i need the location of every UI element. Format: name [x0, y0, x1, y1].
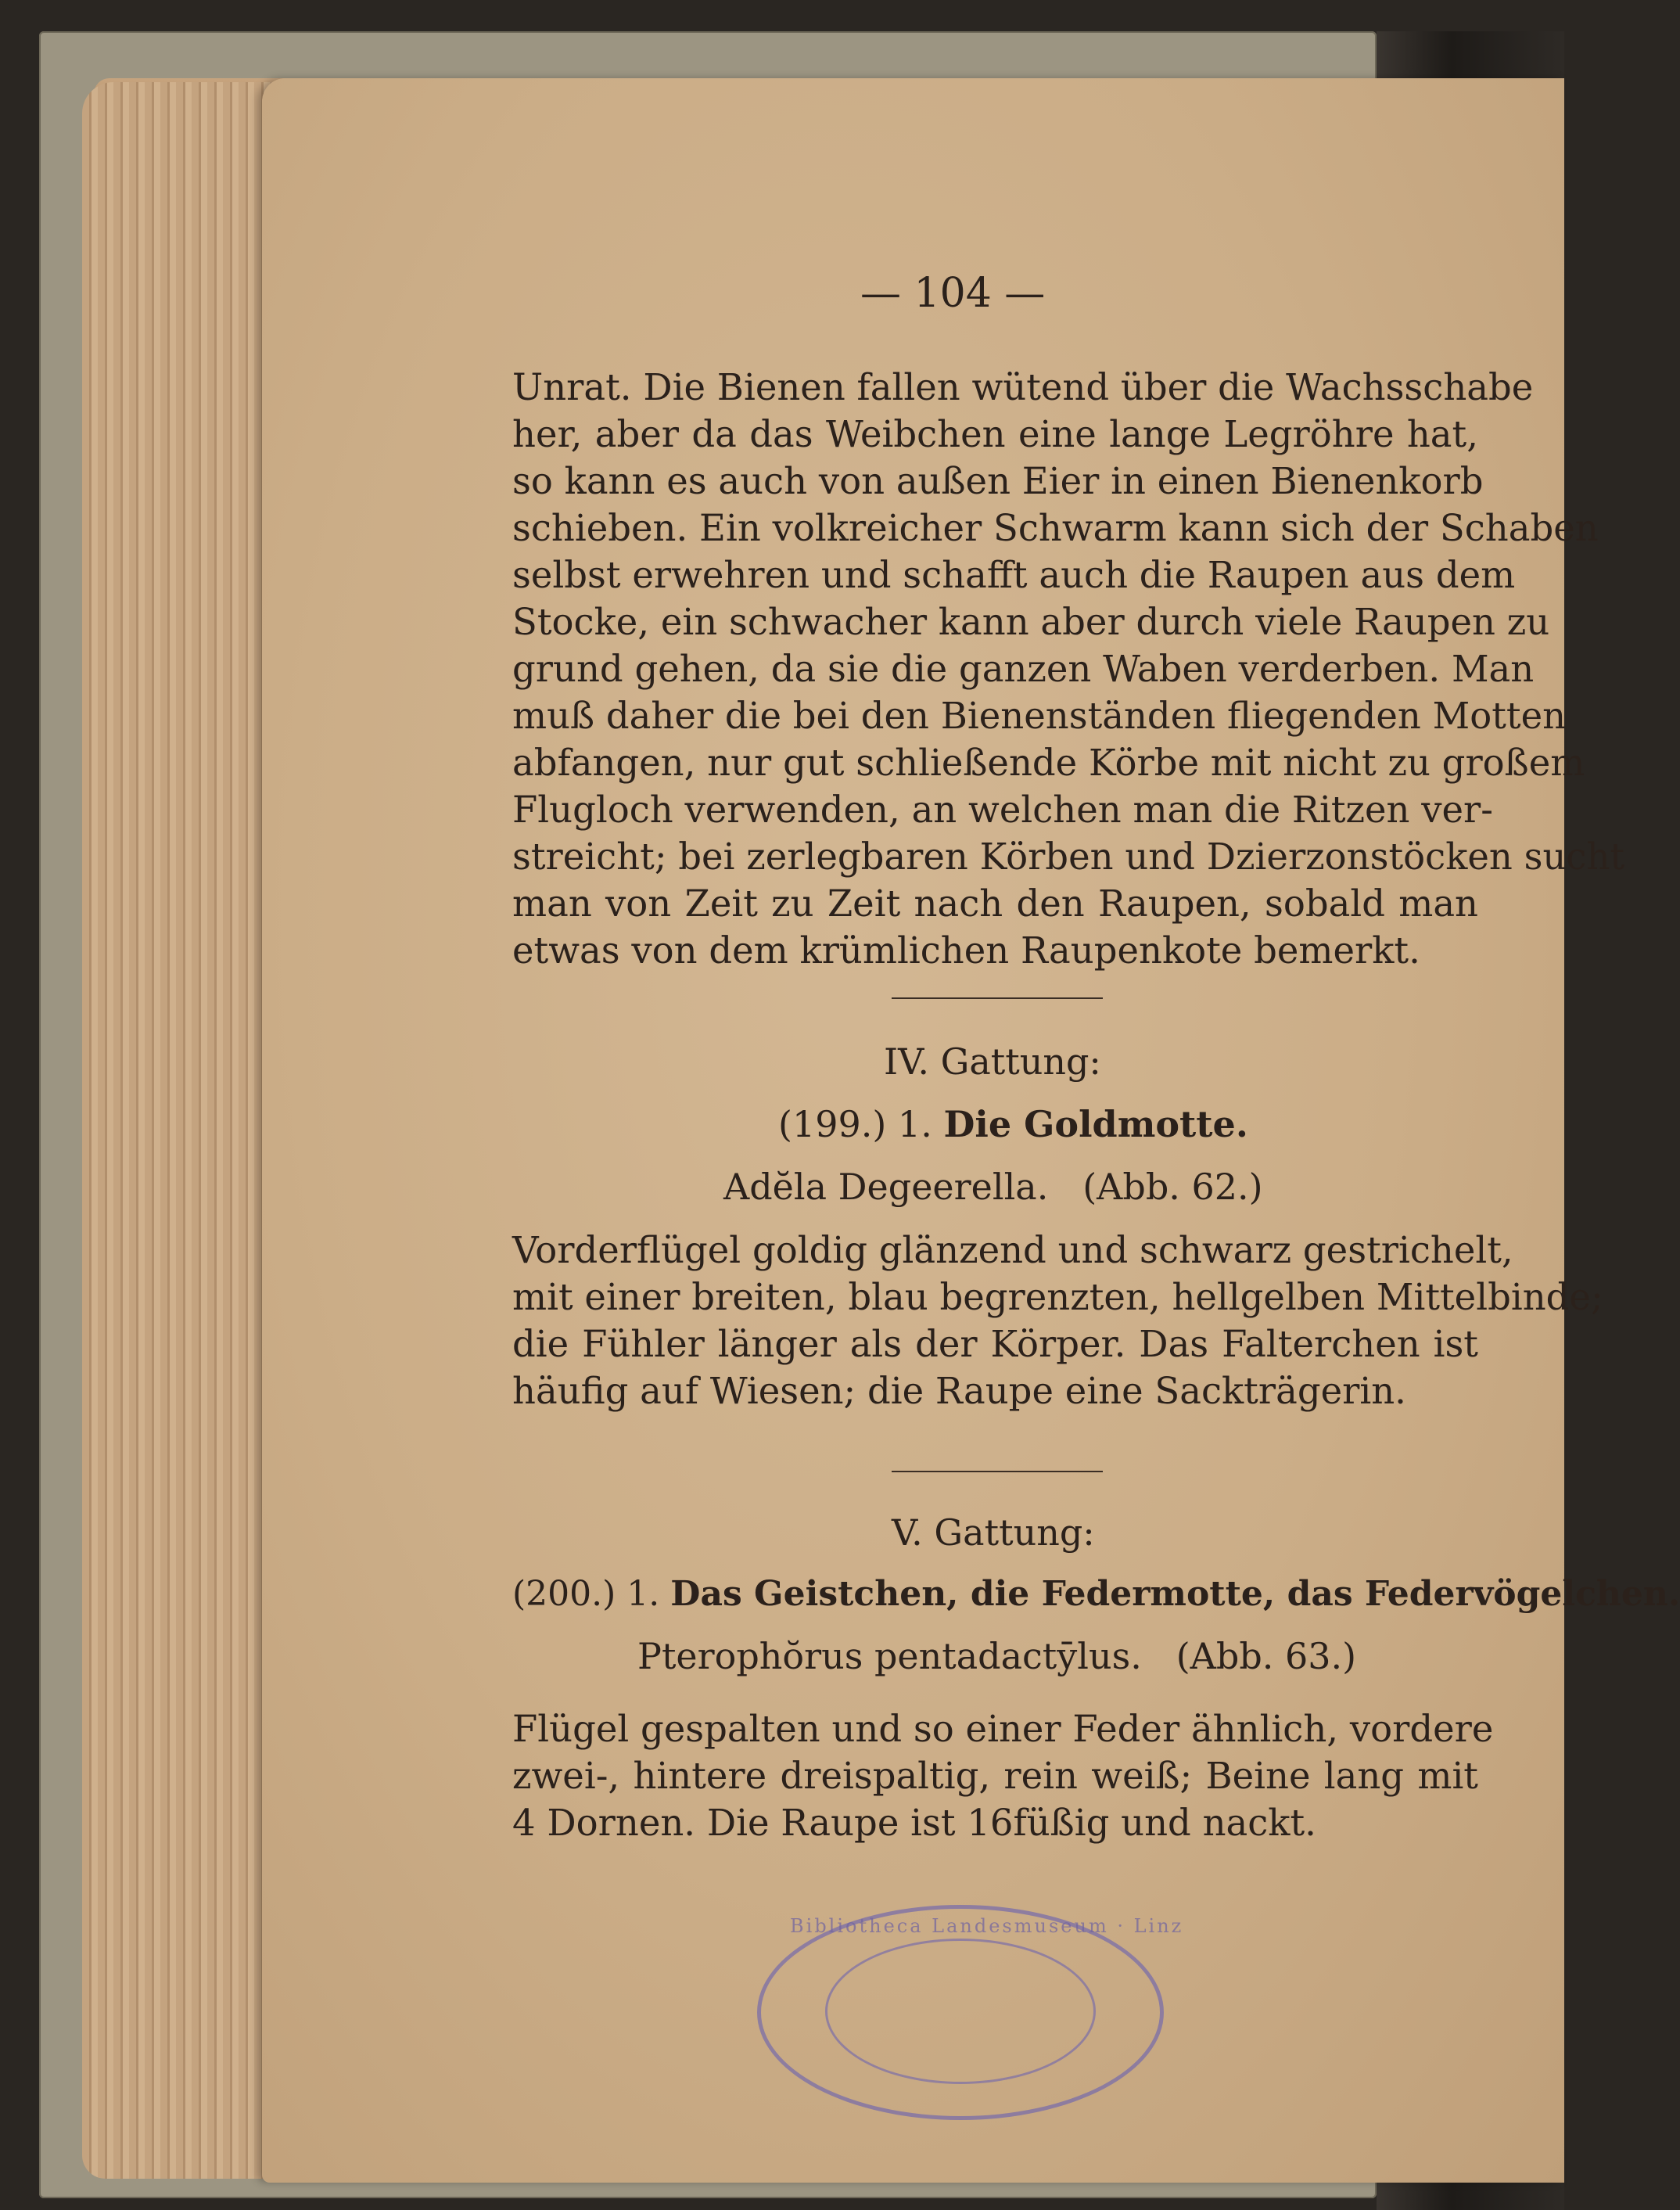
- figure-reference: (Abb. 63.): [1176, 1635, 1357, 1677]
- text-line: häufig auf Wiesen; die Raupe eine Sackträgerin.: [512, 1370, 1406, 1412]
- text-line: etwas von dem krümlichen Raupenkote bemerkt.: [512, 929, 1420, 972]
- species-description-199: [512, 1227, 1603, 1414]
- text-line: mit einer breiten, blau begrenzten, hellgelben Mittelbinde;: [512, 1276, 1603, 1318]
- species-latin-name: Adĕla Degeerella.: [723, 1166, 1049, 1208]
- section-divider: [892, 1471, 1103, 1472]
- species-heading-199: [778, 1103, 1248, 1145]
- genus-heading-4: IV. Gattung:: [884, 1040, 1101, 1083]
- text-line: her, aber da das Weibchen eine lange Legröhre hat,: [512, 413, 1478, 455]
- text-line: so kann es auch von außen Eier in einen Bienenkorb: [512, 460, 1484, 502]
- species-latin-line-200: [637, 1635, 1356, 1677]
- text-line: selbst erwehren und schafft auch die Raupen aus dem: [512, 554, 1516, 596]
- paragraph-continuation: [512, 364, 1625, 974]
- figure-reference: (Abb. 62.): [1082, 1166, 1263, 1208]
- species-latin-name: Pterophŏrus pentadactȳlus.: [637, 1635, 1142, 1677]
- section-divider: [892, 997, 1103, 999]
- species-number: (200.) 1.: [512, 1574, 660, 1614]
- text-line: Vorderflügel goldig glänzend und schwarz gestrichelt,: [512, 1229, 1513, 1271]
- library-stamp-text: Bibliotheca Landesmuseum · Linz: [790, 1915, 1184, 1937]
- text-line: grund gehen, da sie die ganzen Waben verderben. Man: [512, 648, 1535, 690]
- page-block-edges: [82, 82, 278, 2179]
- text-line: Stocke, ein schwacher kann aber durch viele Raupen zu: [512, 601, 1550, 643]
- text-line: 4 Dornen. Die Raupe ist 16füßig und nackt.: [512, 1802, 1316, 1844]
- species-common-name: Das Geistchen, die Federmotte, das Federvögelchen.: [670, 1574, 1680, 1614]
- page-number: — 104 —: [860, 270, 1046, 317]
- text-line: man von Zeit zu Zeit nach den Raupen, sobald man: [512, 882, 1478, 925]
- text-line: streicht; bei zerlegbaren Körben und Dzierzonstöcken sucht: [512, 835, 1625, 878]
- species-number: (199.) 1.: [778, 1103, 932, 1145]
- text-line: Flügel gespalten und so einer Feder ähnlich, vordere: [512, 1708, 1494, 1750]
- text-line: abfangen, nur gut schließende Körbe mit nicht zu großem: [512, 742, 1585, 784]
- species-description-200: [512, 1705, 1494, 1846]
- text-line: zwei-, hintere dreispaltig, rein weiß; Beine lang mit: [512, 1755, 1478, 1797]
- species-latin-line-199: [723, 1166, 1263, 1208]
- text-line: Flugloch verwenden, an welchen man die Ritzen ver-: [512, 789, 1493, 831]
- text-line: muß daher die bei den Bienenständen fliegenden Motten: [512, 695, 1567, 737]
- text-line: Unrat. Die Bienen fallen wütend über die Wachsschabe: [512, 366, 1534, 408]
- species-common-name: Die Goldmotte.: [943, 1103, 1248, 1145]
- library-stamp-inner-ring: [825, 1939, 1096, 2084]
- species-heading-200: [512, 1574, 1680, 1614]
- text-line: die Fühler länger als der Körper. Das Falterchen ist: [512, 1323, 1478, 1365]
- genus-heading-5: V. Gattung:: [892, 1511, 1095, 1554]
- text-line: schieben. Ein volkreicher Schwarm kann sich der Schaben: [512, 507, 1599, 549]
